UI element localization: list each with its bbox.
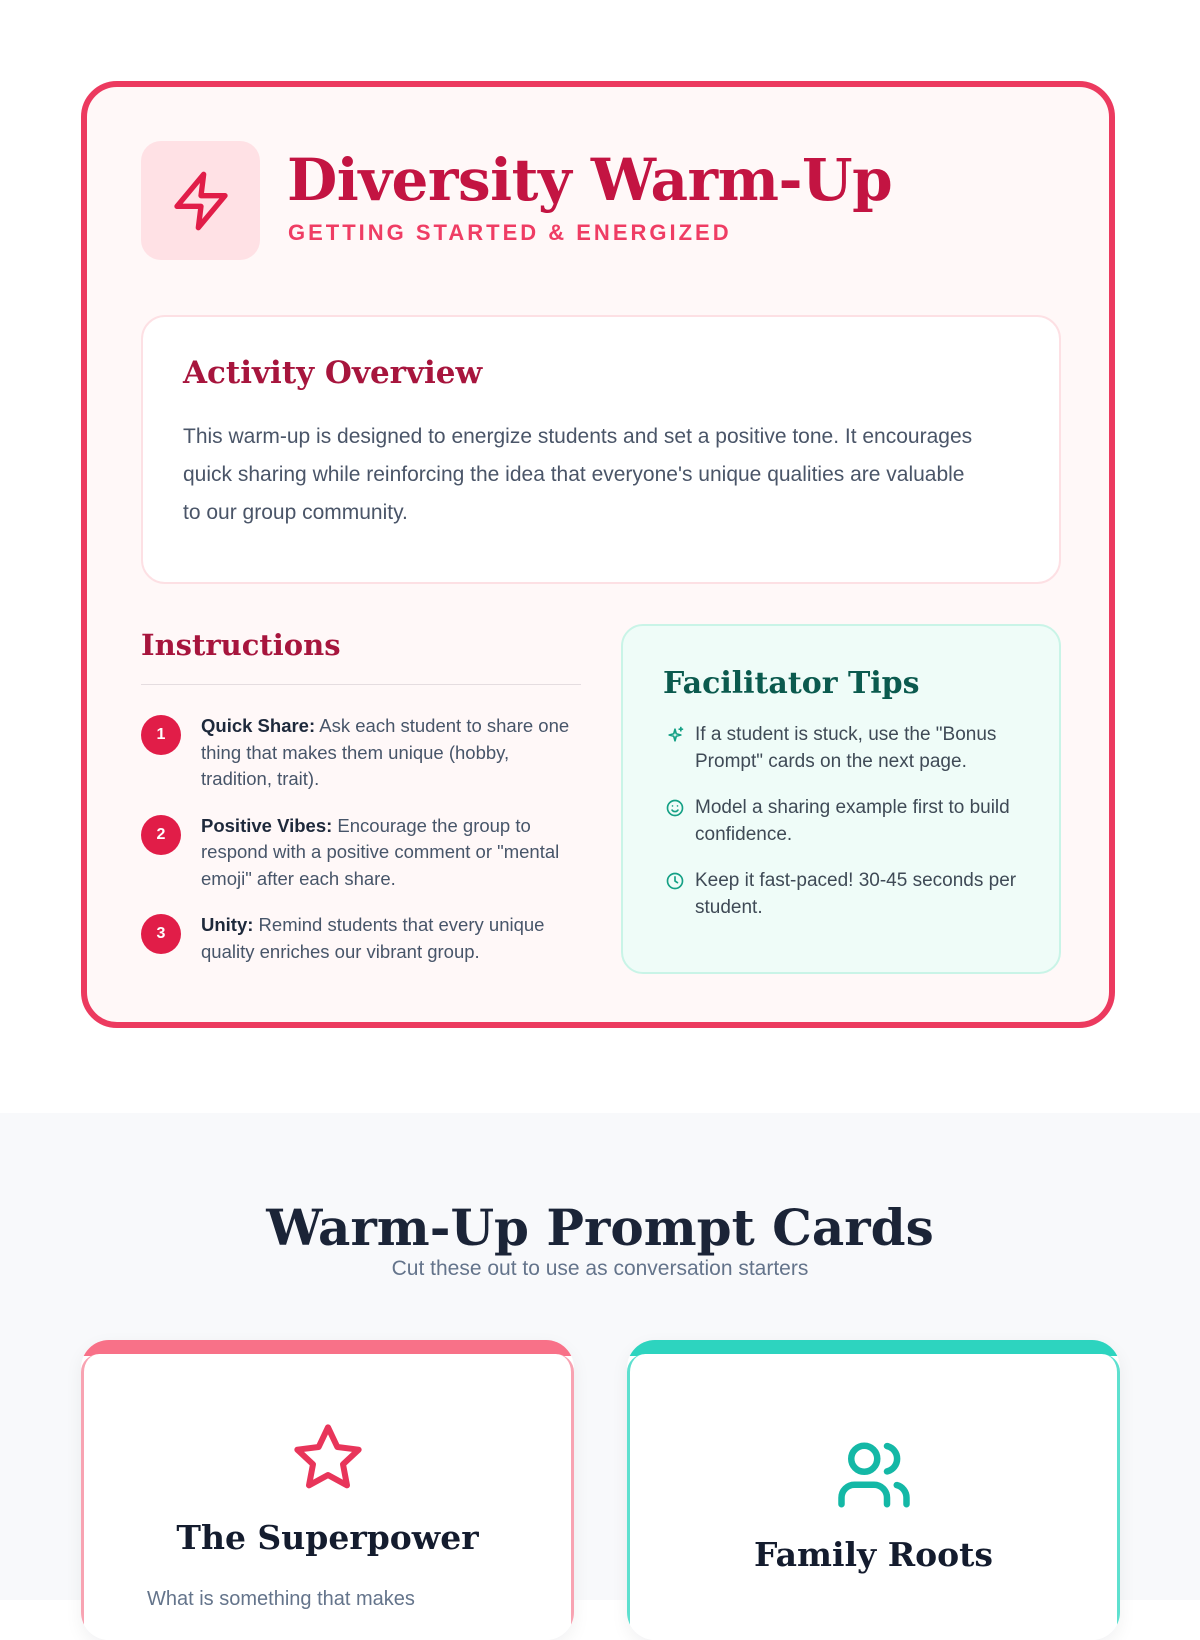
- step-number-badge: 2: [141, 815, 181, 855]
- tip-text: If a student is stuck, use the "Bonus Prompt" cards on the next page.: [695, 724, 997, 772]
- step-description: Ask each student to share one thing that makes them unique (hobby, tradition, trait).: [201, 715, 570, 789]
- step-text: [201, 813, 581, 893]
- instructions-heading: Instructions: [141, 628, 341, 662]
- prompt-card-family-roots: [627, 1340, 1120, 1640]
- activity-icon-tile: [141, 141, 260, 260]
- smile-icon: [663, 798, 687, 818]
- star-icon: [288, 1418, 368, 1498]
- step-description: Encourage the group to respond with a positive comment or "mental emoji" after each share.: [201, 814, 560, 889]
- step-label: Positive Vibes:: [201, 814, 333, 836]
- step-label: Quick Share:: [201, 715, 316, 736]
- instruction-step: [141, 912, 581, 965]
- instructions-divider: [141, 684, 581, 685]
- tip-text: Keep it fast-paced! 30-45 seconds per student.: [695, 870, 1017, 918]
- instruction-step: [141, 713, 581, 793]
- instructions-list: [141, 713, 581, 985]
- sparkles-icon: [663, 725, 687, 745]
- step-description: Remind students that every unique quality enriches our vibrant group.: [201, 914, 545, 962]
- instruction-step: [141, 813, 581, 893]
- overview-panel: [141, 315, 1061, 584]
- tip-item: [663, 722, 1021, 775]
- overview-heading: Activity Overview: [183, 355, 483, 391]
- prompt-cards-subheading: Cut these out to use as conversation starters: [391, 1257, 809, 1280]
- step-text: [201, 912, 581, 965]
- prompt-card-superpower: [81, 1340, 574, 1640]
- page-title: Diversity Warm-Up: [287, 146, 893, 214]
- users-icon: [835, 1436, 913, 1514]
- card-title: Family Roots: [754, 1535, 993, 1574]
- step-number-badge: 1: [141, 715, 181, 755]
- prompt-cards-section: [0, 1113, 1200, 1610]
- prompt-cards-heading: Warm-Up Prompt Cards: [266, 1198, 934, 1257]
- tip-text: Model a sharing example first to build confidence.: [695, 797, 1010, 845]
- lightning-bolt-icon: [169, 169, 233, 233]
- step-label: Unity:: [201, 914, 254, 935]
- tip-item: [663, 795, 1021, 848]
- tips-heading: Facilitator Tips: [663, 666, 920, 701]
- clock-icon: [663, 871, 687, 891]
- card-title: The Superpower: [176, 1518, 479, 1557]
- step-text: [201, 713, 581, 793]
- card-prompt-text: What is something that makes: [147, 1588, 415, 1610]
- facilitator-tips-panel: [621, 624, 1061, 974]
- step-number-badge: 3: [141, 914, 181, 954]
- tip-item: [663, 868, 1021, 921]
- page-subtitle: GETTING STARTED & ENERGIZED: [288, 220, 732, 245]
- overview-body: This warm-up is designed to energize students and set a positive tone. It encourages quick sharing while reinforcing the idea that everyone's unique qualities are valuable to our group community.: [183, 425, 973, 525]
